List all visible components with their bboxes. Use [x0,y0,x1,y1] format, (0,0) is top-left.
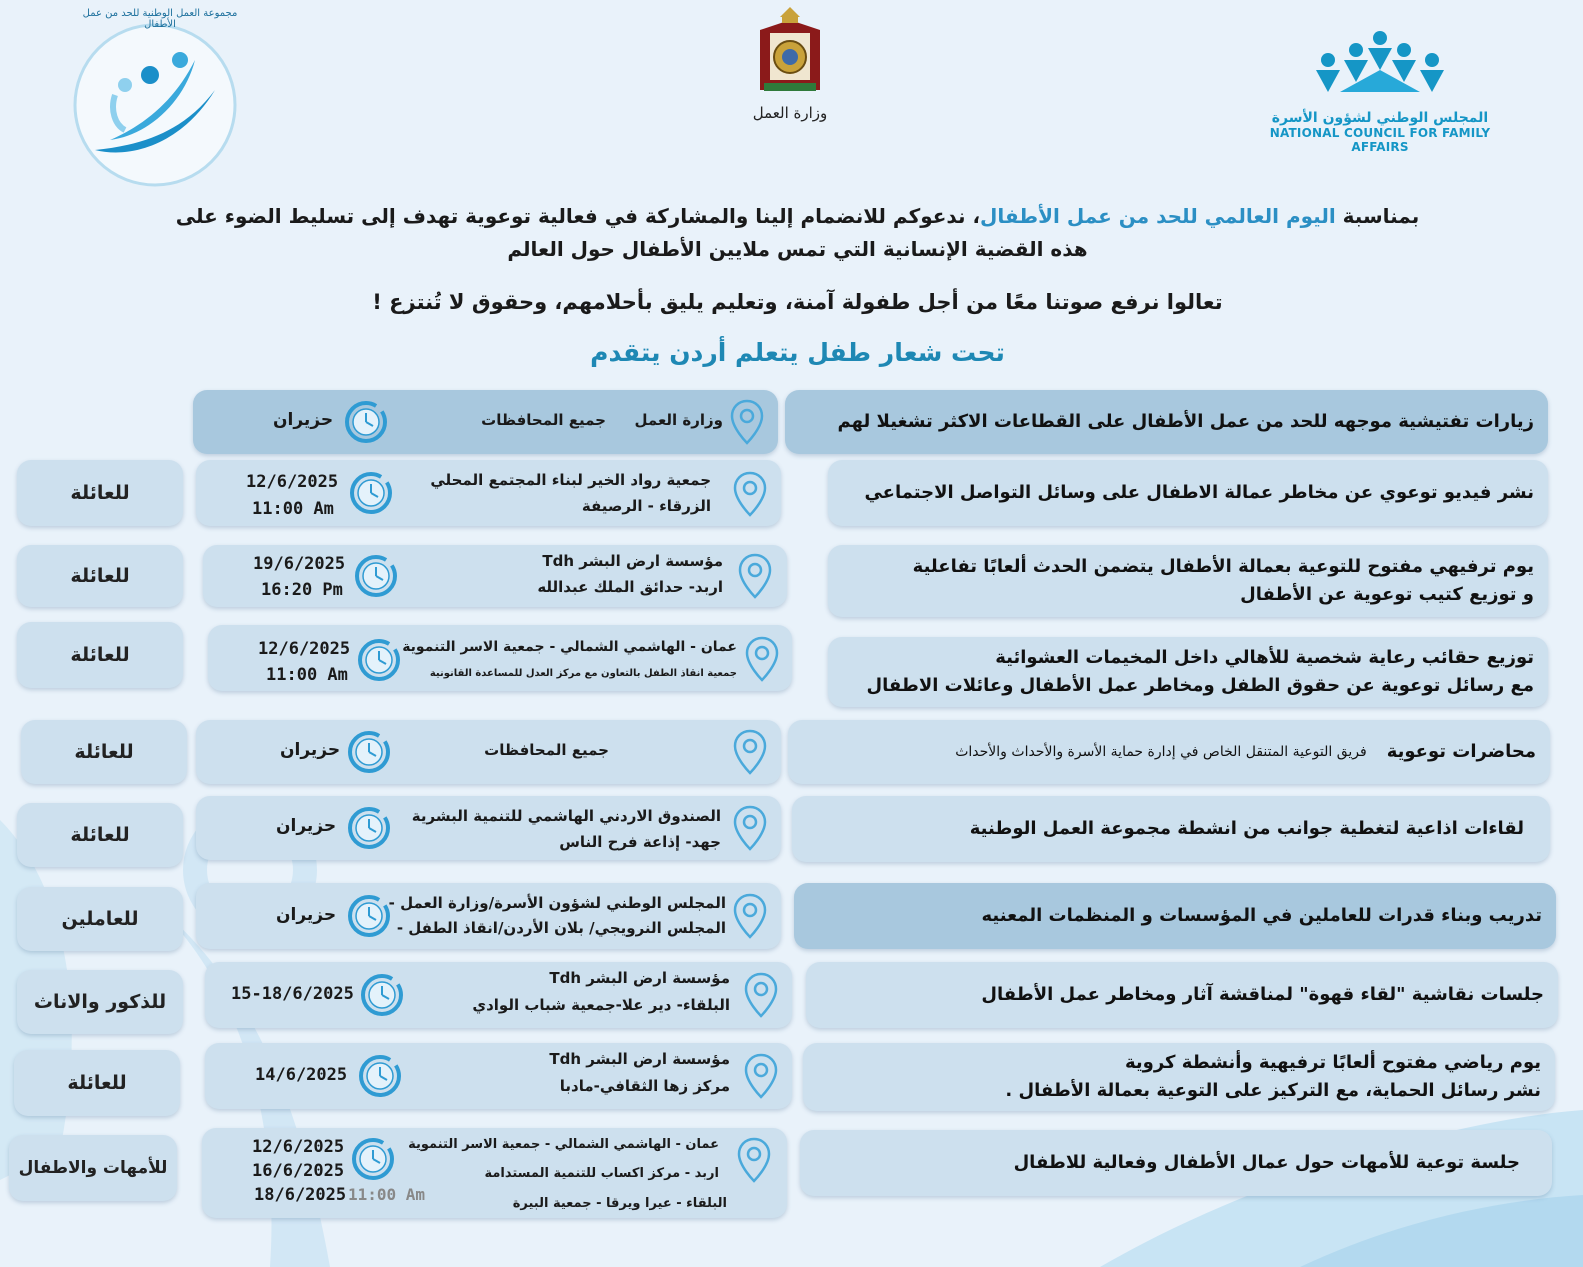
coat-of-arms-icon [750,5,830,100]
activity-title-text: تدريب وبناء قدرات للعاملين في المؤسسات و المنظمات المعنيه [981,905,1542,926]
activity-date: حزيران [276,905,337,925]
activity-title-line2: و توزيع كتيب توعوية عن الأطفال [1240,584,1534,605]
location-primary: جميع المحافظات [484,741,609,759]
audience-badge-10 [9,1135,177,1201]
activity-date: 12/6/2025 [258,639,351,659]
left-logo-text: مجموعة العمل الوطنية للحد من عمل الأطفال [82,8,238,30]
location-1: عمان - الهاشمي الشمالي - جمعية الاسر التنموية [408,1137,719,1152]
council-english-name: NATIONAL COUNCIL FOR FAMILY AFFAIRS [1269,126,1491,154]
location-secondary: البلقاء- دير علا-جمعية شباب الوادي [472,996,730,1014]
audience-label: للعاملين [61,908,139,930]
clock-icon [343,399,389,445]
activity-date: 14/6/2025 [255,1065,348,1085]
intro-highlight: اليوم العالمي للحد من عمل الأطفال [980,204,1336,228]
clock-icon [359,972,405,1018]
audience-badge-9 [14,1050,180,1116]
intro-prefix: بمناسبة [1342,204,1420,228]
activity-details-4 [208,625,792,691]
activity-title-2 [828,460,1548,526]
location-pin-icon [732,804,768,852]
location-secondary: اربد- حدائق الملك عبدالله [537,578,723,596]
activity-title-6 [792,796,1550,862]
activity-date-2: 16/6/2025 [252,1161,345,1181]
audience-label: للعائلة [70,644,130,666]
activity-title-text: زيارات تفتيشية موجهه للحد من عمل الأطفال على القطاعات الاكثر تشغيلا لهم [837,411,1534,432]
clock-icon [356,637,402,683]
activity-title-line2: نشر رسائل الحماية، مع التركيز على التوعية بعمالة الأطفال . [1005,1080,1541,1101]
activity-title-text: جلسات نقاشية "لقاء قهوة" لمناقشة آثار ومخاطر عمل الأطفال [981,984,1544,1005]
national-task-force-logo [55,0,255,190]
location-secondary: المجلس النرويجي/ بلان الأردن/انقاذ الطفل - [396,919,726,937]
intro-paragraph [100,200,1495,266]
activity-details-7 [196,883,781,949]
audience-badge-6 [17,803,183,867]
activity-details-2 [196,460,781,526]
location-primary: المجلس الوطني لشؤون الأسرة/وزارة العمل - [388,894,726,912]
audience-badge-3 [17,545,183,607]
intro-line1: ، ندعوكم للانضمام إلينا والمشاركة في فعالية توعوية تهدف إلى تسليط الضوء على [175,204,981,228]
audience-badge-2 [17,460,183,526]
audience-label: للعائلة [70,824,130,846]
location-primary: مؤسسة ارض البشر Tdh [542,552,723,570]
ministry-caption: وزارة العمل [752,104,828,122]
location-pin-icon [743,971,779,1019]
audience-label: للعائلة [67,1072,127,1094]
clock-icon [350,1136,396,1182]
activity-title-4 [828,637,1548,707]
location-pin-icon [732,728,768,776]
location-secondary: مركز زها الثقافي-مادبا [559,1077,730,1095]
location-primary: وزارة العمل [634,411,723,429]
activity-date: حزيران [280,740,341,760]
call-to-action: تعالوا نرفع صوتنا معًا من أجل طفولة آمنة، وتعليم يليق بأحلامهم، وحقوق لا تُنتزع ! [372,290,1223,314]
activity-title-text: نشر فيديو توعوي عن مخاطر عمالة الاطفال على وسائل التواصل الاجتماعي [864,482,1534,503]
activity-title-line1: يوم رياضي مفتوح ألعابًا ترفيهية وأنشطة كروية [1124,1052,1541,1073]
activity-date: 12/6/2025 [246,472,339,492]
audience-badge-7 [17,887,183,951]
location-2: اربد - مركز اكساب للتنمية المستدامة [484,1166,719,1181]
activity-date: حزيران [276,816,337,836]
clock-icon [346,729,392,775]
activity-title-8 [806,962,1558,1028]
location-primary: جمعية رواد الخير لبناء المجتمع المحلي [430,471,711,489]
location-primary: عمان - الهاشمي الشمالي - جمعية الاسر التنموية [402,639,737,655]
location-primary: مؤسسة ارض البشر Tdh [549,969,730,987]
audience-badge-5 [21,720,187,784]
slogan: تحت شعار طفل يتعلم أردن يتقدم [590,338,1005,367]
audience-badge-8 [17,970,183,1034]
activity-title-text: جلسة توعية للأمهات حول عمال الأطفال وفعالية للاطفال [1013,1152,1520,1173]
location-secondary: جمعية انقاذ الطفل بالتعاون مع مركز العدل للمساعدة القانونية [429,668,737,679]
activity-time: 11:00 Am [252,499,334,519]
location-pin-icon [736,1136,772,1184]
audience-label: للذكور والاناث [33,991,167,1013]
activity-details-1 [193,390,778,454]
activity-title-line2: مع رسائل توعوية عن حقوق الطفل ومخاطر عمل الأطفال وعائلات الاطفال [866,675,1534,696]
activity-title-3 [828,545,1548,617]
clock-icon [348,470,394,516]
activity-title-line1: توزيع حقائب رعاية شخصية للأهالي داخل المخيمات العشوائية [995,647,1534,668]
activity-title-5 [788,720,1550,784]
activity-date-3: 18/6/2025 [254,1185,347,1205]
activity-title-7 [794,883,1556,949]
location-pin-icon [737,552,773,600]
activity-details-5 [196,720,781,784]
activity-title-line1: يوم ترفيهي مفتوح للتوعية بعمالة الأطفال يتضمن الحدث ألعابًا تفاعلية [912,556,1534,577]
location-secondary: الزرقاء - الرصيفة [581,497,711,515]
family-figures-icon [1310,30,1450,100]
location-pin-icon [744,635,780,683]
audience-badge-4 [17,622,183,688]
location-pin-icon [732,892,768,940]
audience-label: للعائلة [70,565,130,587]
audience-label: للعائلة [74,741,134,763]
activity-title-1 [785,390,1548,454]
clock-icon [353,553,399,599]
activity-details-6 [196,796,781,860]
activity-date-1: 12/6/2025 [252,1137,345,1157]
activity-details-10 [202,1128,787,1218]
activity-time: 11:00 Am [266,665,348,685]
clock-icon [357,1053,403,1099]
activity-details-8 [205,962,792,1028]
intro-line2: هذه القضية الإنسانية التي تمس ملايين الأطفال حول العالم [507,237,1088,261]
location-primary: مؤسسة ارض البشر Tdh [549,1050,730,1068]
location-3: البلقاء - عيرا ويرقا - جمعية البيرة [512,1196,727,1211]
clock-icon [346,805,392,851]
activity-time: 11:00 Am [348,1185,426,1204]
council-arabic-name: المجلس الوطني لشؤون الأسرة [1271,110,1489,126]
activity-title-text: لقاءات اذاعية لتغطية جوانب من انشطة مجموعة العمل الوطنية [969,818,1524,839]
activity-title-9 [803,1043,1555,1111]
location-secondary: جهد- إذاعة فرح الناس [559,833,721,851]
clock-icon [346,893,392,939]
activity-title-text: محاضرات توعوية [1386,741,1536,762]
ministry-of-labour-logo [745,5,835,130]
activity-title-10 [800,1130,1552,1196]
activity-date: 15-18/6/2025 [231,984,354,1004]
audience-label: للأمهات والاطفال [18,1158,168,1178]
activity-date: حزيران [273,410,334,430]
location-pin-icon [743,1052,779,1100]
activity-details-3 [203,545,787,607]
location-primary: الصندوق الاردني الهاشمي للتنمية البشرية [411,807,721,825]
activity-subtitle: فريق التوعية المتنقل الخاص في إدارة حماية الأسرة والأحداث والأحداث [955,744,1367,760]
location-secondary: جميع المحافظات [481,411,606,429]
location-pin-icon [729,398,765,446]
location-pin-icon [732,470,768,518]
audience-label: للعائلة [70,482,130,504]
activity-time: 16:20 Pm [261,580,343,600]
activity-details-9 [205,1043,792,1109]
activity-date: 19/6/2025 [253,554,346,574]
national-council-logo [1245,30,1515,160]
